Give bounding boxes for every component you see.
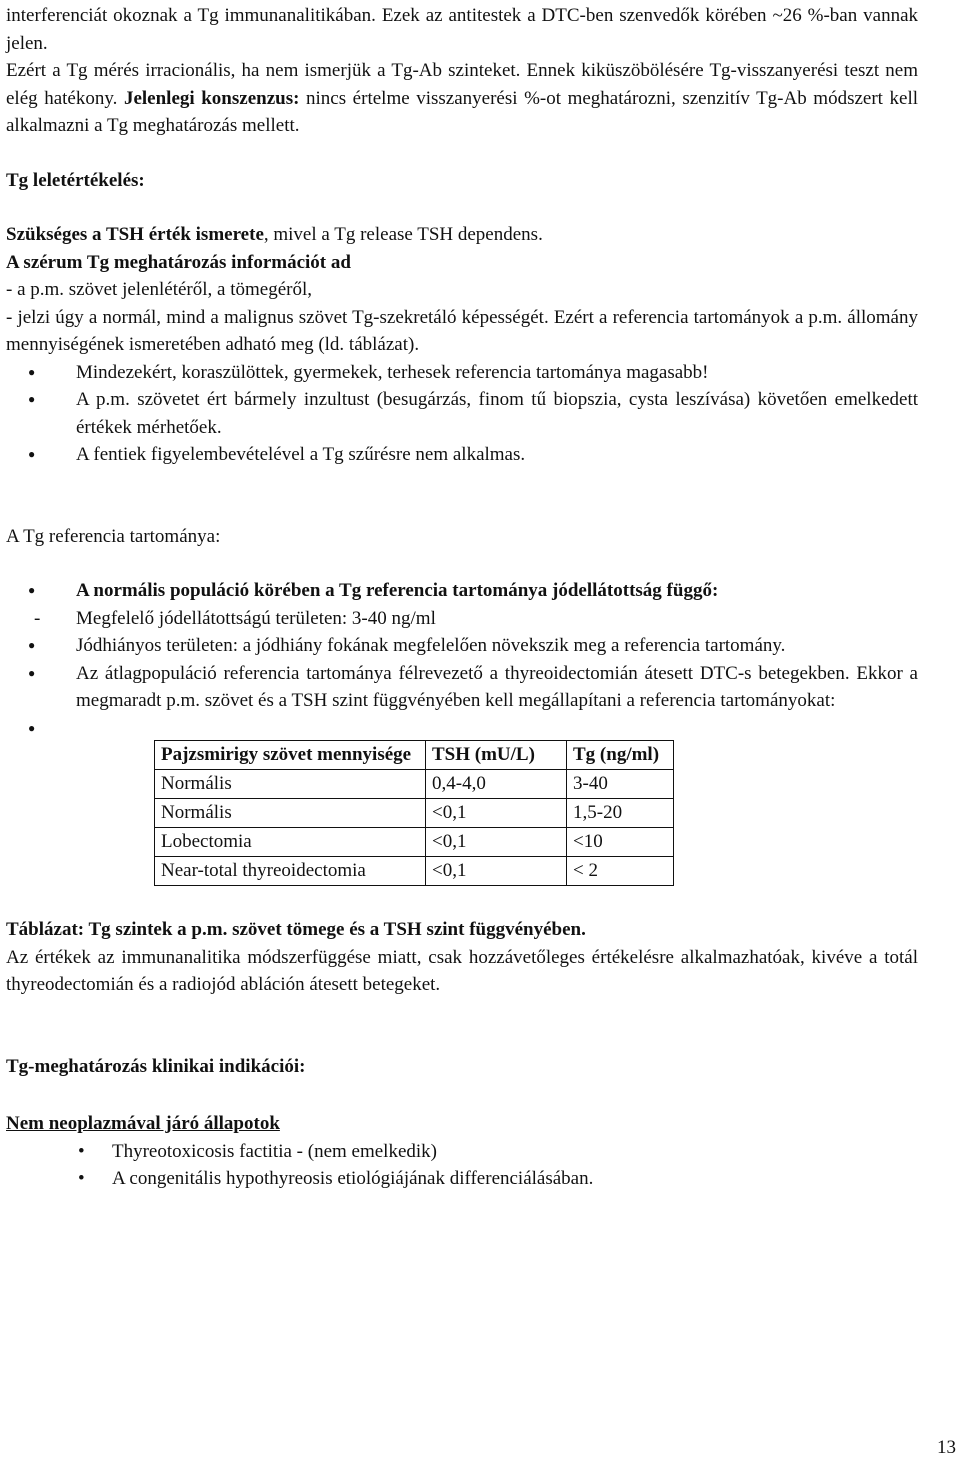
- table-header-row: [155, 741, 674, 770]
- table-row: [155, 828, 674, 857]
- reference-bullet-3: ● Az átlagpopuláció referencia tartománya félrevezető a thyreoidectomián átesett DTC-s betegekben. Ekkor a megmaradt p.m. szövet és a TSH szint függvényében kell megállapítani a referencia tartományokat:: [6, 660, 918, 715]
- intro-paragraph-1: interferenciát okoznak a Tg immunanalitikában. Ezek az antitestek a DTC-ben szenvedők körében ~26 %-ban vannak jelen.: [6, 5, 918, 54]
- table-header-cell: Tg (ng/ml): [567, 741, 674, 770]
- indications-heading: Tg-meghatározás klinikai indikációi:: [6, 1055, 306, 1077]
- table-row: [155, 857, 674, 886]
- info-line-b: - jelzi úgy a normál, mind a malignus szövet Tg-szekretáló képességét. Ezért a referencia tartományok a p.m. állomány mennyiségének ismeretében adható meg (ld. táblázat).: [6, 306, 918, 355]
- indication-item: • A congenitális hypothyreosis etiológiájának differenciálásában.: [6, 1165, 918, 1193]
- evaluation-bullet: ● A fentiek figyelembevételével a Tg szűrésre nem alkalmas.: [6, 441, 918, 469]
- intro-paragraph-2: [6, 57, 918, 140]
- table-cell: <0,1: [426, 828, 567, 857]
- reference-bullet-empty: [6, 715, 918, 743]
- table-cell: < 2: [567, 857, 674, 886]
- table-row: [155, 799, 674, 828]
- intro-text: Ezért a Tg mérés irracionális, ha nem ismerjük a Tg-Ab szinteket. Ennek kiküszöbölésére Tg-visszanyerési teszt nem elég hatékony.: [6, 60, 918, 109]
- consensus-text: nincs értelme visszanyerési %-ot meghatározni, szenzitív Tg-Ab módszert kell alkalmazni a Tg meghatározás mellett.: [6, 87, 919, 136]
- table-row: [155, 770, 674, 799]
- table-header-cell: TSH (mU/L): [426, 741, 567, 770]
- evaluation-bullet: ● A p.m. szövetet ért bármely inzultust (besugárzás, finom tű biopszia, cysta leszívása) követően emelkedett értékek mérhetőek.: [6, 386, 918, 441]
- table-cell: <10: [567, 828, 674, 857]
- table-cell: <0,1: [426, 857, 567, 886]
- table-cell: Normális: [155, 770, 426, 799]
- reference-table: [154, 740, 674, 886]
- reference-bullet-2: ● Jódhiányos területen: a jódhiány fokának megfelelően növekszik meg a referencia tartomány.: [6, 632, 918, 660]
- table-cell: 1,5-20: [567, 799, 674, 828]
- reference-dash-1: - Megfelelő jódellátottságú területen: 3-40 ng/ml: [6, 605, 918, 633]
- indication-item: • Thyreotoxicosis factitia - (nem emelkedik): [6, 1138, 918, 1166]
- table-header-cell: Pajzsmirigy szövet mennyisége: [155, 741, 426, 770]
- reference-bullet-1: ● A normális populáció körében a Tg referencia tartománya jódellátottság függő:: [6, 577, 918, 605]
- tsh-sentence: Szükséges a TSH érték ismerete, mivel a Tg release TSH dependens.: [6, 224, 543, 245]
- table-cell: Near-total thyreoidectomia: [155, 857, 426, 886]
- document-page: [6, 2, 918, 1193]
- table-cell: 3-40: [567, 770, 674, 799]
- reference-heading: A Tg referencia tartománya:: [6, 525, 221, 547]
- indications-subheading: Nem neoplazmával járó állapotok: [6, 1113, 280, 1134]
- evaluation-bullet: ● Mindezekért, koraszülöttek, gyermekek, terhesek referencia tartománya magasabb!: [6, 359, 918, 387]
- table-cell: Normális: [155, 799, 426, 828]
- table-cell: Lobectomia: [155, 828, 426, 857]
- evaluation-heading: Tg leletértékelés:: [6, 169, 145, 191]
- table-cell: <0,1: [426, 799, 567, 828]
- info-line-a: - a p.m. szövet jelenlétéről, a tömegéről,: [6, 279, 312, 300]
- table-caption: Táblázat: Tg szintek a p.m. szövet tömege és a TSH szint függvényében.: [6, 919, 586, 940]
- page-number: 13: [937, 1437, 956, 1458]
- table-cell: 0,4-4,0: [426, 770, 567, 799]
- serum-info-heading: A szérum Tg meghatározás információt ad: [6, 251, 351, 273]
- table-note: Az értékek az immunanalitika módszerfüggése miatt, csak hozzávetőleges értékelésre alkalmazhatóak, kivéve a totál thyreodectomián és a radiojód abláción átesett betegeket.: [6, 946, 918, 995]
- consensus-label: Jelenlegi konszenzus:: [123, 87, 300, 109]
